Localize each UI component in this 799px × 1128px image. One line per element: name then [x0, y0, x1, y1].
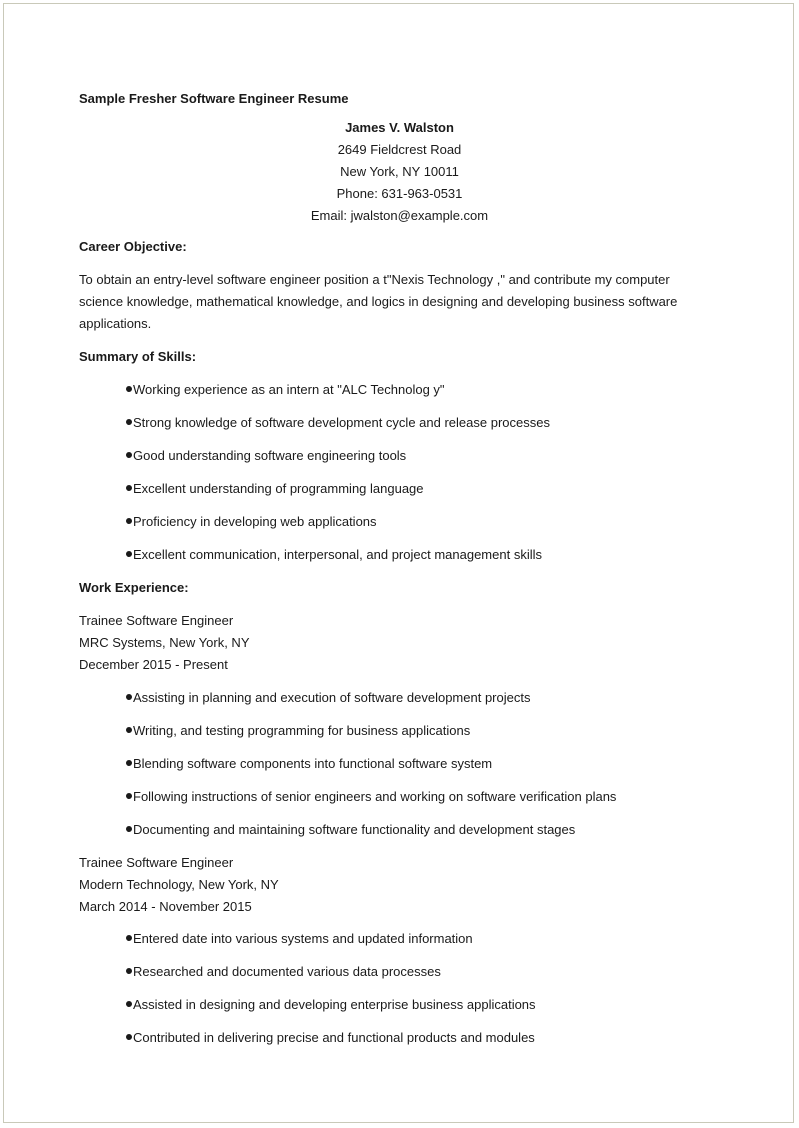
skill-list-item [126, 547, 542, 563]
bullet-icon [126, 935, 132, 941]
skill-text: Proficiency in developing web applications [133, 514, 377, 529]
bullet-icon [126, 452, 132, 458]
document-title: Sample Fresher Software Engineer Resume [79, 91, 349, 106]
duty-text: Assisting in planning and execution of software development projects [133, 690, 531, 705]
job-dates: March 2014 - November 2015 [79, 899, 252, 914]
job-title: Trainee Software Engineer [79, 855, 234, 870]
duty-list-item [126, 756, 492, 772]
bullet-icon [126, 1001, 132, 1007]
job-company: Modern Technology, New York, NY [79, 877, 279, 892]
duty-list-item [126, 789, 616, 805]
duty-list-item [126, 931, 473, 947]
skills-heading: Summary of Skills: [79, 349, 197, 364]
duty-text: Entered date into various systems and updated information [133, 931, 473, 946]
duty-text: Documenting and maintaining software functionality and development stages [133, 822, 576, 837]
bullet-icon [126, 551, 132, 557]
duty-list-item [126, 964, 441, 980]
skill-list-item [126, 382, 445, 398]
duty-text: Following instructions of senior engineers and working on software verification plans [133, 789, 617, 804]
job-company: MRC Systems, New York, NY [79, 635, 250, 650]
bullet-icon [126, 694, 132, 700]
applicant-name: James V. Walston [345, 120, 454, 135]
skill-list-item [126, 481, 424, 497]
bullet-icon [126, 419, 132, 425]
bullet-icon [126, 793, 132, 799]
bullet-icon [126, 485, 132, 491]
skill-list-item [126, 514, 377, 530]
duty-text: Writing, and testing programming for business applications [133, 723, 471, 738]
skill-text: Excellent communication, interpersonal, and project management skills [133, 547, 542, 562]
duty-list-item [126, 997, 536, 1013]
duty-text: Assisted in designing and developing enterprise business applications [133, 997, 536, 1012]
skill-list-item [126, 415, 550, 431]
address-line-2: New York, NY 10011 [340, 164, 459, 179]
email-address: Email: jwalston@example.com [310, 208, 489, 223]
objective-line: applications. [79, 316, 152, 331]
skill-text: Strong knowledge of software development cycle and release processes [133, 415, 550, 430]
objective-heading: Career Objective: [79, 239, 187, 254]
duty-list-item [126, 822, 575, 838]
duty-list-item [126, 723, 470, 739]
bullet-icon [126, 826, 132, 832]
skill-text: Good understanding software engineering tools [133, 448, 407, 463]
objective-line: To obtain an entry-level software engineer position a t"Nexis Technology ," and contribute my computer [79, 272, 670, 287]
duty-text: Researched and documented various data processes [133, 964, 441, 979]
address-line-1: 2649 Fieldcrest Road [337, 142, 462, 157]
skill-text: Excellent understanding of programming language [133, 481, 424, 496]
skill-text: Working experience as an intern at "ALC Technolog y" [133, 382, 445, 397]
bullet-icon [126, 386, 132, 392]
bullet-icon [126, 968, 132, 974]
bullet-icon [126, 727, 132, 733]
bullet-icon [126, 760, 132, 766]
duty-list-item [126, 1030, 535, 1046]
duty-text: Contributed in delivering precise and functional products and modules [133, 1030, 535, 1045]
objective-line: science knowledge, mathematical knowledge, and logics in designing and developing business software [79, 294, 678, 309]
job-title: Trainee Software Engineer [79, 613, 234, 628]
experience-heading: Work Experience: [79, 580, 189, 595]
duty-text: Blending software components into functional software system [133, 756, 493, 771]
phone-number: Phone: 631-963-0531 [336, 186, 463, 201]
duty-list-item [126, 690, 530, 706]
job-dates: December 2015 - Present [79, 657, 228, 672]
skill-list-item [126, 448, 406, 464]
bullet-icon [126, 518, 132, 524]
bullet-icon [126, 1034, 132, 1040]
